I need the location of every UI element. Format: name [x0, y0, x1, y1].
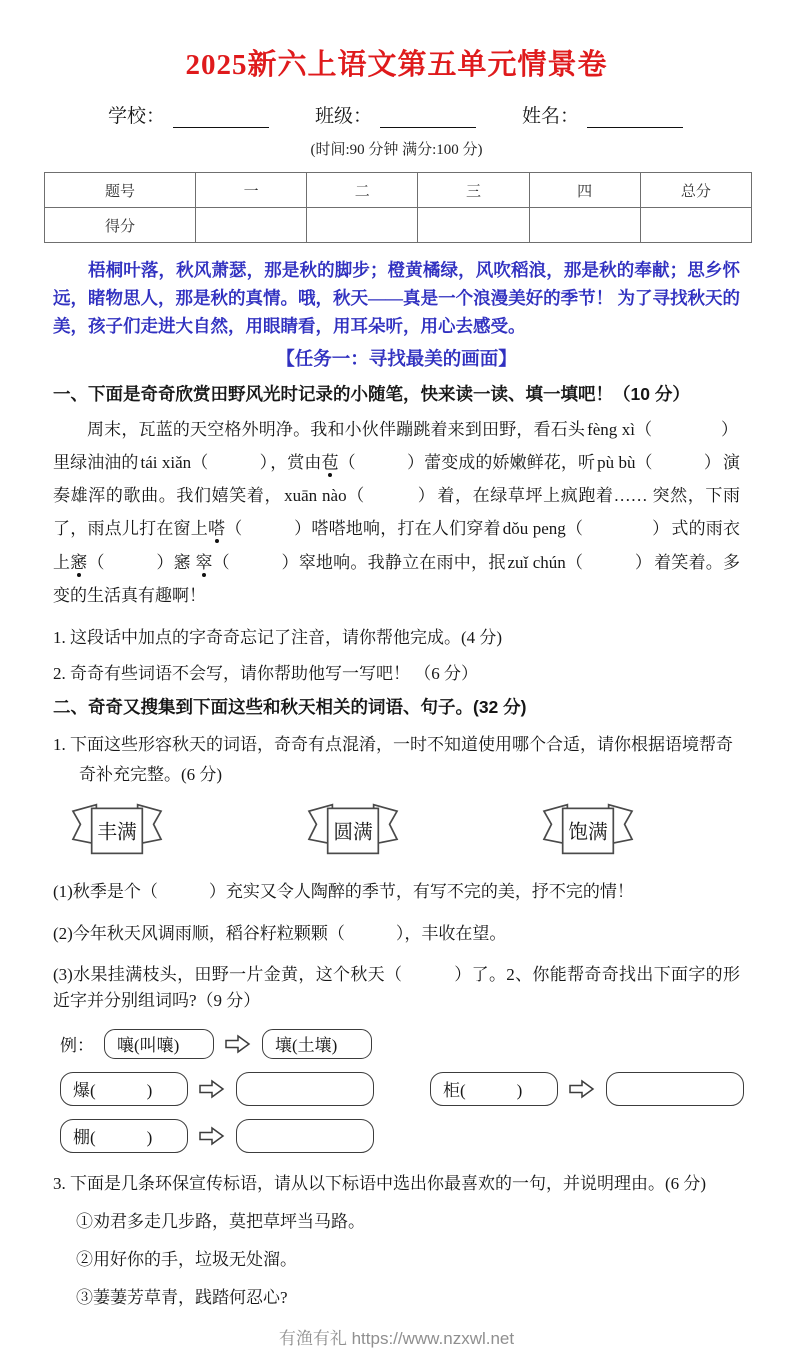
question-item: 1. 这段话中加点的字奇奇忘记了注音，请你帮他完成。(4 分) — [53, 627, 503, 647]
field-label: 姓名： — [521, 106, 579, 127]
exam-title: 2025新六上语文第五单元情景卷 — [185, 49, 608, 81]
section-one-questions — [0, 623, 793, 684]
score-cell — [640, 208, 751, 243]
intro-paragraph: 梧桐叶落，秋风萧瑟，那是秋的脚步；橙黄橘绿，风吹稻浪，那是秋的奉献；思乡怀远，睹物思人，那是秋的真情。哦，秋天——真是一个浪漫美好的季节！ 为了寻找秋天的美，孩子们走进大自然，用眼睛看，用耳朵听，用心去感受。 — [53, 260, 740, 336]
student-field — [108, 101, 269, 128]
pinyin-blank: pù bù（ ） — [597, 453, 722, 473]
score-cell — [307, 208, 418, 243]
morph-answer-box: 壤(土壤) — [262, 1029, 372, 1059]
morph-source-box: 爆( ) — [60, 1072, 188, 1106]
morph-source-box: 嚷(叫嚷) — [104, 1029, 214, 1059]
slogan-item: ③萋萋芳草青，践踏何忍心? — [76, 1287, 288, 1307]
morph-answer-box — [236, 1072, 374, 1106]
time-score-meta: (时间:90 分钟 满分:100 分) — [310, 142, 483, 158]
passage-text: 演奏雄浑的歌曲。我们嬉笑着， — [53, 453, 741, 506]
score-table-header-cell: 二 — [307, 173, 418, 208]
student-info-row — [108, 101, 683, 128]
ribbon-banner-icon — [70, 799, 164, 859]
passage-text: （ ）窸 — [87, 552, 196, 572]
dotted-character: 嗒 — [208, 519, 226, 539]
right-arrow-icon — [224, 1033, 252, 1055]
morph-source-box: 棚( ) — [60, 1119, 188, 1153]
section-two-q1: 1. 下面这些形容秋天的词语，奇奇有点混淆，一时不知道使用哪个合适，请你根据语境帮奇奇补充完整。(6 分) — [53, 734, 733, 784]
morph-row — [60, 1119, 793, 1153]
example-label: 例： — [60, 1036, 94, 1056]
ribbon-label: 圆满 — [332, 821, 373, 844]
dotted-character: 窣 — [195, 552, 213, 572]
field-label: 班级： — [314, 106, 372, 127]
fill-item: (1)秋季是个（ ）充实又令人陶醉的季节，有写不完的美，抒不完的情！ — [53, 882, 634, 902]
field-blank-line — [587, 110, 683, 128]
ribbon-banner — [70, 799, 164, 864]
passage-text: 着笑着。多变的生活真有趣啊！ — [53, 552, 741, 605]
watermark-footer: 有渔有礼 https://www.nzxwl.net — [278, 1328, 515, 1348]
slogan-item: ①劝君多走几步路，莫把草坪当马路。 — [76, 1211, 365, 1231]
passage-text: 式的雨衣上 — [53, 519, 741, 572]
score-table-header-row — [45, 173, 752, 208]
passage-text: （ ）蕾变成的娇嫩鲜花，听 — [338, 453, 596, 473]
passage — [53, 413, 740, 612]
morph-answer-box — [606, 1072, 744, 1106]
field-label: 学校： — [108, 106, 166, 127]
word-ribbons-row — [70, 799, 635, 864]
ribbon-label: 丰满 — [97, 821, 137, 844]
field-blank-line — [173, 110, 269, 128]
section-two-q3: 3. 下面是几条环保宣传标语，请从以下标语中选出你最喜欢的一句，并说明理由。(6 分) — [53, 1173, 707, 1193]
passage-text: 里绿油油的 — [53, 453, 139, 473]
dotted-character: 窸 — [70, 552, 88, 572]
section-one-heading: 一、下面是奇奇欣赏田野风光时记录的小随笔，快来读一读、填一填吧！（10 分） — [53, 384, 690, 404]
score-cell — [196, 208, 307, 243]
score-row-label: 得分 — [45, 208, 196, 243]
morph-answer-box — [236, 1119, 374, 1153]
ribbon-banner-icon — [541, 799, 635, 859]
pinyin-blank: tái xiǎn（ ） — [140, 453, 269, 473]
score-table-header-cell: 总分 — [640, 173, 751, 208]
ribbon-label: 饱满 — [568, 821, 608, 844]
score-table — [44, 172, 752, 243]
score-table-header-cell: 四 — [529, 173, 640, 208]
fill-item: (2)今年秋天风调雨顺，稻谷籽粒颗颗（ ），丰收在望。 — [53, 923, 507, 943]
ribbon-banner — [541, 799, 635, 864]
score-table-header-cell: 一 — [196, 173, 307, 208]
fill-in-items — [0, 879, 793, 1014]
morph-row — [60, 1072, 793, 1106]
student-field — [522, 101, 683, 128]
right-arrow-icon — [198, 1078, 226, 1100]
question-item: 2. 奇奇有些词语不会写，请你帮助他写一写吧！ （6 分） — [53, 663, 478, 683]
score-table-header-cell: 三 — [418, 173, 529, 208]
score-table-body — [45, 173, 752, 243]
passage-text: （ ）窣地响。我静立在雨中，抿 — [212, 552, 506, 572]
task-one-header: 【任务一：寻找最美的画面】 — [276, 348, 517, 369]
section-two-heading: 二、奇奇又搜集到下面这些和秋天相关的词语、句子。(32 分) — [53, 696, 527, 717]
score-cell — [529, 208, 640, 243]
morph-word-boxes — [60, 1029, 793, 1153]
dotted-character: 苞 — [321, 453, 339, 473]
field-blank-line — [380, 110, 476, 128]
pinyin-blank: dǒu peng（ ） — [502, 519, 670, 539]
passage-text: ，赏由 — [270, 453, 322, 473]
pinyin-blank: zuǐ chún（ ） — [507, 552, 653, 572]
score-table-score-row — [45, 208, 752, 243]
ribbon-banner-icon — [306, 799, 400, 859]
score-table-header-cell: 题号 — [45, 173, 196, 208]
passage-text: （ ）嗒嗒地响，打在人们穿着 — [225, 519, 501, 539]
right-arrow-icon — [568, 1078, 596, 1100]
morph-row — [60, 1029, 793, 1059]
ribbon-banner — [306, 799, 400, 864]
morph-source-box: 柜( ) — [430, 1072, 558, 1106]
score-cell — [418, 208, 529, 243]
slogan-list — [0, 1207, 793, 1308]
fill-item: (3)水果挂满枝头，田野一片金黄，这个秋天（ ）了。2、你能帮奇奇找出下面字的形近字并分别组词吗?（9 分） — [53, 965, 740, 1011]
right-arrow-icon — [198, 1125, 226, 1147]
passage-text: 着，在绿草坪上疯跑着…… 突然，下雨了，雨点儿打在窗上 — [53, 486, 741, 539]
student-field — [315, 101, 476, 128]
passage-text: 周末，瓦蓝的天空格外明净。我和小伙伴蹦跳着来到田野，看石头 — [87, 420, 586, 439]
pinyin-blank: xuān nào（ ） — [284, 486, 436, 506]
slogan-item: ②用好你的手，垃圾无处溜。 — [76, 1249, 297, 1269]
pinyin-blank: fèng xì（ ） — [587, 420, 739, 439]
